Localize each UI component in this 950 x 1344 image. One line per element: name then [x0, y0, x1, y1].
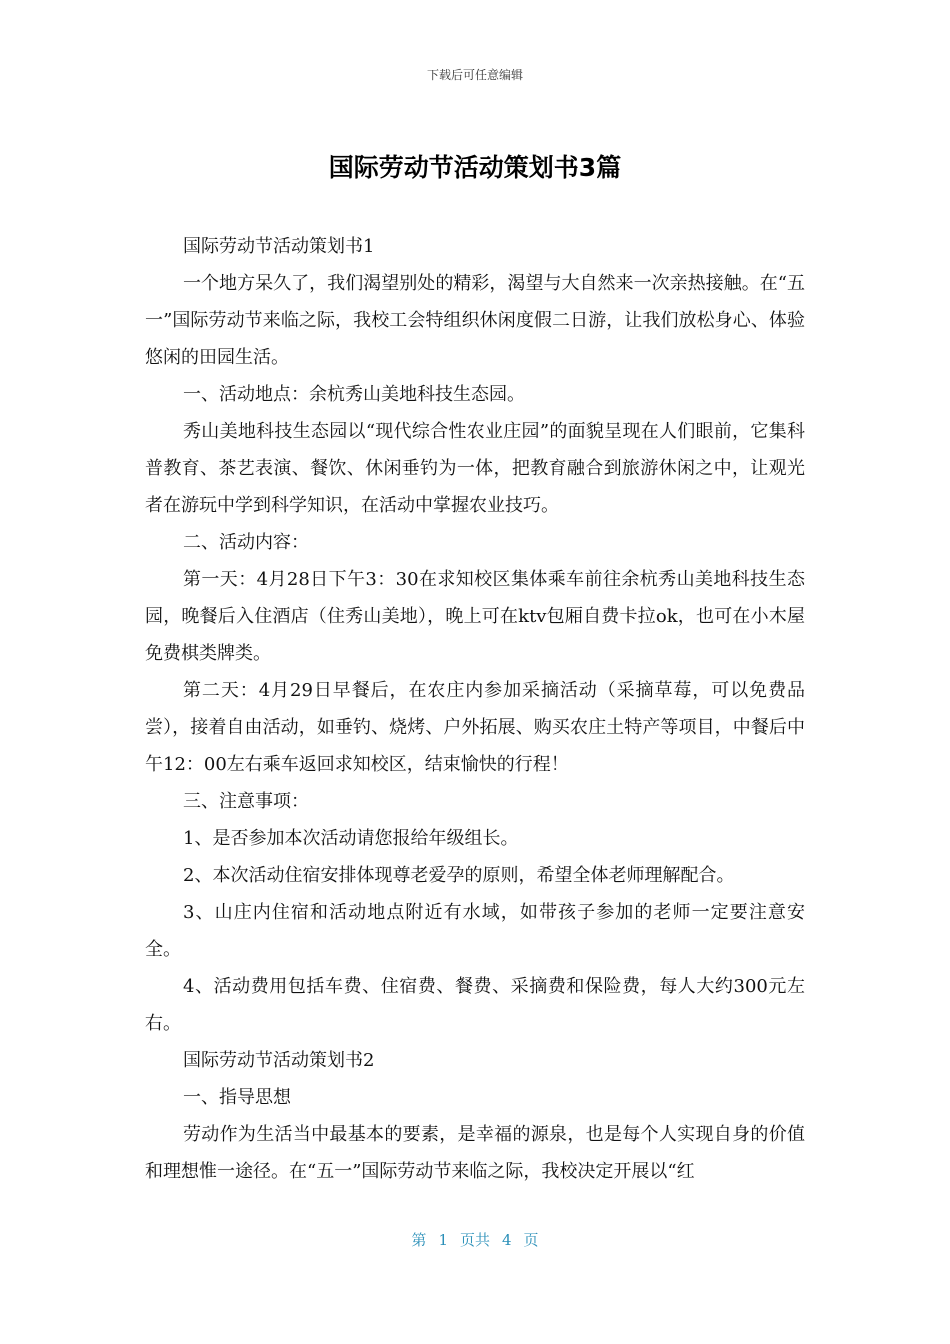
document-title: 国际劳动节活动策划书3篇 [328, 153, 622, 182]
footer-current-page: 1 [438, 1231, 448, 1249]
header-note: 下载后可任意编辑 [426, 68, 523, 82]
paragraph: 一、指导思想 [183, 1087, 291, 1108]
section-heading: 国际劳动节活动策划书2 [183, 1050, 375, 1071]
page-footer [0, 1229, 950, 1250]
paragraph: 一、活动地点：余杭秀山美地科技生态园。 [183, 384, 525, 405]
list-item: 3、山庄内住宿和活动地点附近有水域，如带孩子参加的老师一定要注意安全。 [145, 902, 805, 960]
paragraph: 三、注意事项： [183, 791, 309, 812]
footer-label-total: 页共 [459, 1231, 490, 1249]
list-item: 1、是否参加本次活动请您报给年级组长。 [183, 828, 519, 849]
list-item: 2、本次活动住宿安排体现尊老爱孕的原则，希望全体老师理解配合。 [183, 865, 735, 886]
footer-label-end: 页 [523, 1231, 539, 1249]
document-body [145, 228, 805, 1190]
footer-total-pages: 4 [502, 1231, 512, 1249]
paragraph: 第二天：4月29日早餐后，在农庄内参加采摘活动（采摘草莓，可以免费品尝），接着自由活动，如垂钓、烧烤、户外拓展、购买农庄土特产等项目，中餐后中午12：00左右乘车返回求知校区，结束愉快的行程！ [145, 680, 805, 775]
section-heading: 国际劳动节活动策划书1 [183, 236, 375, 257]
paragraph: 秀山美地科技生态园以“现代综合性农业庄园”的面貌呈现在人们眼前，它集科普教育、茶艺表演、餐饮、休闲垂钓为一体，把教育融合到旅游休闲之中，让观光者在游玩中学到科学知识，在活动中掌握农业技巧。 [145, 421, 805, 516]
paragraph: 劳动作为生活当中最基本的要素，是幸福的源泉，也是每个人实现自身的价值和理想惟一途径。在“五一”国际劳动节来临之际，我校决定开展以“红 [145, 1124, 805, 1182]
list-item: 4、活动费用包括车费、住宿费、餐费、采摘费和保险费，每人大约300元左右。 [145, 976, 805, 1034]
paragraph: 一个地方呆久了，我们渴望别处的精彩，渴望与大自然来一次亲热接触。在“五一”国际劳动节来临之际，我校工会特组织休闲度假二日游，让我们放松身心、体验悠闲的田园生活。 [145, 273, 805, 368]
paragraph: 二、活动内容： [183, 532, 309, 553]
footer-label-page: 第 [411, 1231, 427, 1249]
paragraph: 第一天：4月28日下午3：30在求知校区集体乘车前往余杭秀山美地科技生态园，晚餐后入住酒店（住秀山美地），晚上可在ktv包厢自费卡拉ok，也可在小木屋免费棋类牌类。 [145, 569, 805, 664]
